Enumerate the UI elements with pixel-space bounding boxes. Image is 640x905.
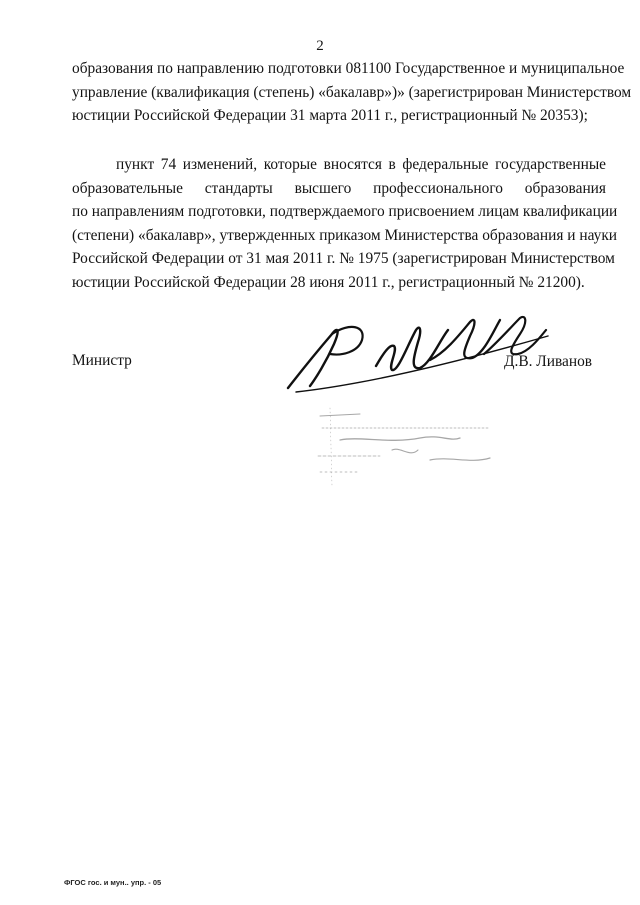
text-line: пункт 74 изменений, которые вносятся в федеральные государственные xyxy=(116,156,606,173)
faded-copy-stamp xyxy=(300,398,510,493)
text-line: (степени) «бакалавр», утвержденных приказом Министерства образования и науки xyxy=(72,226,618,244)
text-line: юстиции Российской Федерации 28 июня 2011 г., регистрационный № 21200). xyxy=(72,273,585,291)
signatory-name: Д.В. Ливанов xyxy=(504,353,593,370)
text-line: юстиции Российской Федерации 31 марта 2011 г., регистрационный № 20353); xyxy=(72,107,588,125)
text-line: по направлениям подготовки, подтверждаемого присвоением лицам квалификации xyxy=(72,203,618,221)
footer-document-code: ФГОС гос. и мун.. упр. - 05 xyxy=(64,878,162,887)
paragraph-item-74 xyxy=(72,153,618,295)
signatory-title: Министр xyxy=(72,352,132,369)
text-line: управление (квалификация (степень) «бакалавр»)» (зарегистрирован Министерством xyxy=(72,83,632,101)
text-line: образовательные стандарты высшего профессионального образования xyxy=(72,179,606,197)
text-line: Российской Федерации от 31 мая 2011 г. № 1975 (зарегистрирован Министерством xyxy=(72,250,615,268)
paragraph-continuation xyxy=(72,57,632,128)
page-number: 2 xyxy=(316,38,324,54)
text-line: образования по направлению подготовки 081100 Государственное и муниципальное xyxy=(72,60,625,77)
